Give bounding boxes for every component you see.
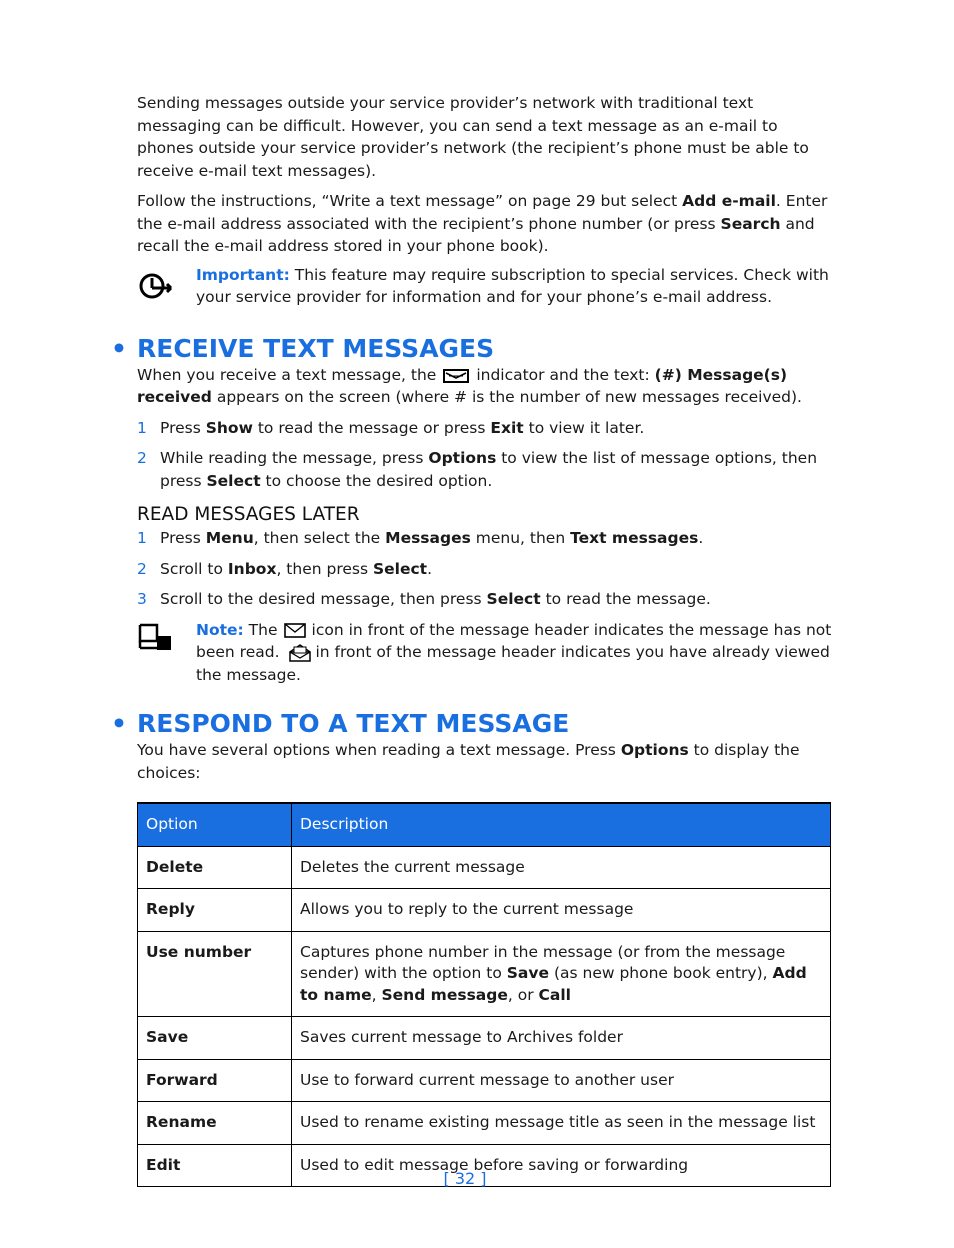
read-envelope-icon [289, 644, 311, 662]
table-cell-description: Use to forward current message to another user [292, 1059, 831, 1102]
note-callout: Note: The icon in front of the message header indicates the message has not been read. in front of the message header indicates you have already viewed the message. [137, 619, 837, 687]
table-header-row [138, 803, 831, 846]
table-cell-option: Use number [138, 931, 292, 1017]
important-icon [137, 272, 175, 302]
note-icon [137, 621, 175, 651]
read-later-step-1: 1 Press Menu, then select the Messages menu, then Text messages. [137, 529, 704, 547]
table-cell-description: Used to rename existing message title as seen in the message list [292, 1102, 831, 1145]
table-cell-option: Reply [138, 889, 292, 932]
table-row [138, 1102, 831, 1145]
intro-paragraph-2: Follow the instructions, “Write a text message” on page 29 but select Add e-mail. Enter the e-mail address associated with the recipient’s phone number (or press Search and recall the e-mail address stored in your phone book). [137, 192, 828, 255]
receive-paragraph: When you receive a text message, the indicator and the text: (#) Message(s) received appears on the screen (where # is the number of new messages received). [137, 365, 802, 406]
section-title-receive: • RECEIVE TEXT MESSAGES [111, 333, 495, 363]
intro-paragraph-1: Sending messages outside your service provider’s network with traditional text messaging can be difficult. However, you can send a text message as an e-mail to phones outside your service provider’s network (the recipient’s phone must be able to receive e-mail text messages). [137, 94, 809, 180]
message-indicator-icon [443, 367, 469, 383]
table-cell-option: Forward [138, 1059, 292, 1102]
table-cell-description: Allows you to reply to the current message [292, 889, 831, 932]
options-table [137, 802, 831, 1187]
table-cell-option: Delete [138, 846, 292, 889]
table-row [138, 889, 831, 932]
important-callout [137, 264, 837, 309]
table-header-option: Option [138, 803, 292, 846]
table-cell-option: Save [138, 1017, 292, 1060]
table-cell-option: Rename [138, 1102, 292, 1145]
subsection-title-read-later: READ MESSAGES LATER [137, 504, 360, 525]
important-text: This feature may require subscription to special services. Check with your service provider for information and for your phone’s e-mail address. [196, 265, 829, 306]
table-cell-description: Saves current message to Archives folder [292, 1017, 831, 1060]
receive-step-1: 1 Press Show to read the message or press Exit to view it later. [137, 418, 645, 437]
page-number: [ 32 ] [443, 1169, 487, 1188]
table-row [138, 1017, 831, 1060]
table-header-description: Description [292, 803, 831, 846]
table-cell-description: Deletes the current message [292, 846, 831, 889]
respond-paragraph: You have several options when reading a text message. Press Options to display the choices: [137, 741, 800, 782]
read-later-step-3: 3 Scroll to the desired message, then press Select to read the message. [137, 590, 711, 608]
section-title-respond: • RESPOND TO A TEXT MESSAGE [111, 709, 570, 738]
table-cell-option: Edit [138, 1144, 292, 1187]
table-cell-description: Captures phone number in the message (or from the message sender) with the option to Save (as new phone book entry), Add to name, Send message, or Call [292, 931, 831, 1017]
table-row [138, 931, 831, 1017]
important-label: Important: [196, 265, 290, 284]
receive-step-2: 2 While reading the message, press Options to view the list of message options, then press Select to choose the desired option. [137, 449, 818, 490]
table-row [138, 846, 831, 889]
note-label: Note: [196, 620, 244, 639]
table-row [138, 1059, 831, 1102]
table-cell-description: Used to edit message before saving or forwarding [292, 1144, 831, 1187]
page-content [111, 92, 837, 1187]
read-later-step-2: 2 Scroll to Inbox, then press Select. [137, 559, 433, 578]
unread-envelope-icon [284, 622, 306, 638]
